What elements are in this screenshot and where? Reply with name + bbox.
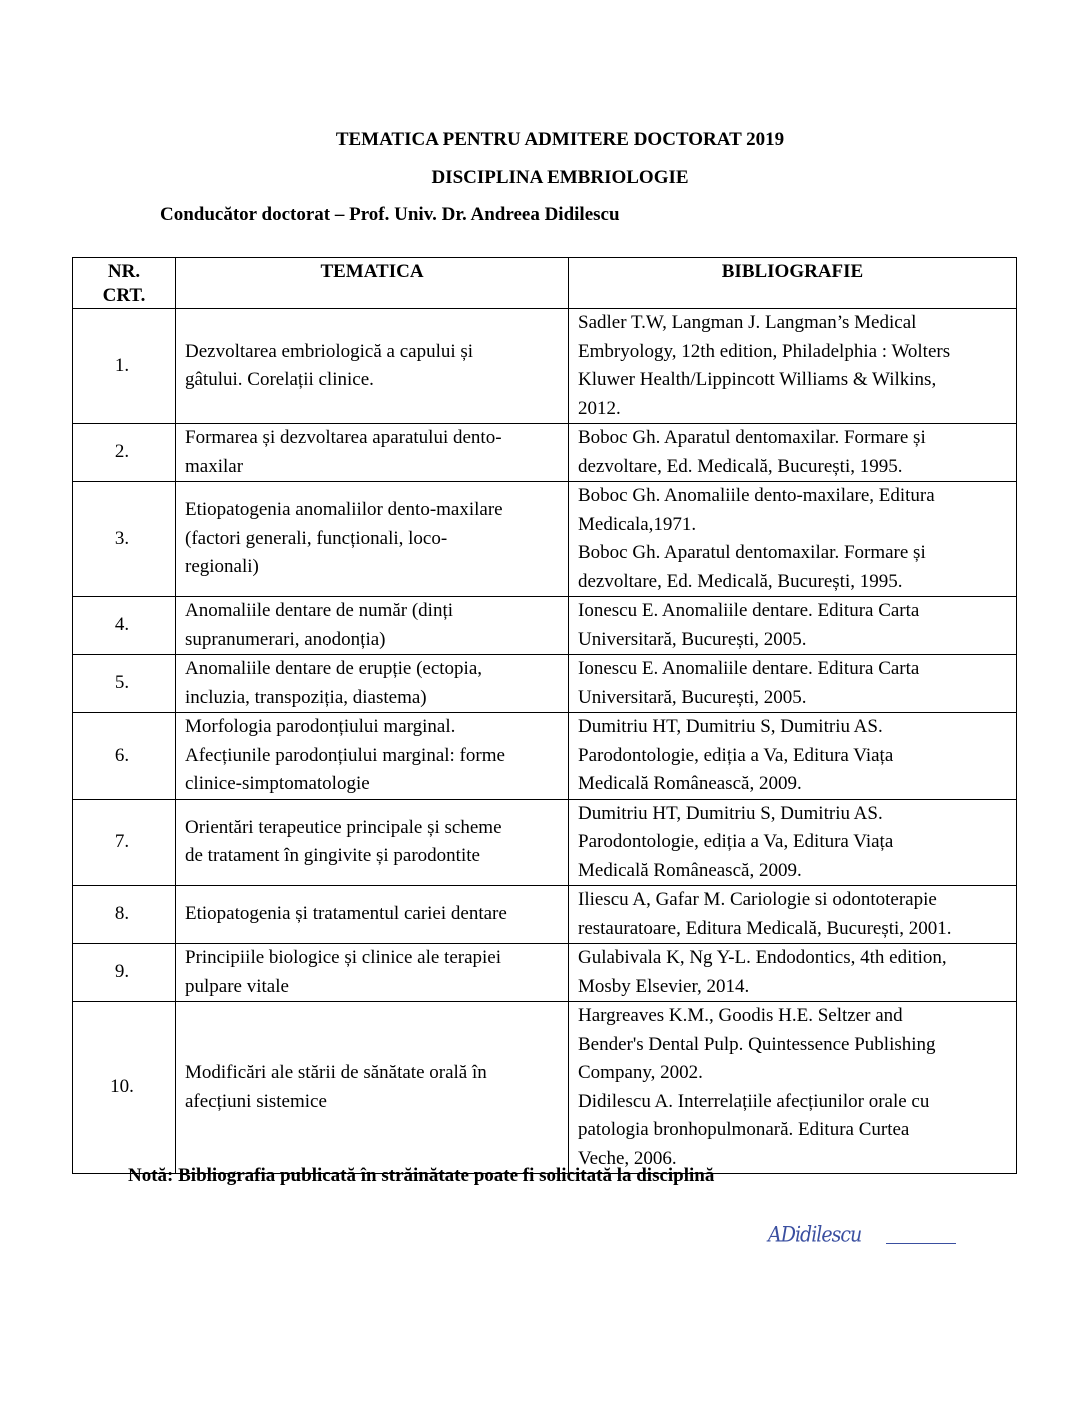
topic-cell [176, 655, 569, 713]
bibliography-line: dezvoltare, Ed. Medicală, București, 1995. [578, 570, 903, 592]
topic-line: clinice-simptomatologie [185, 773, 370, 794]
bibliography-line: restauratoare, Editura Medicală, București, 2001. [578, 917, 952, 939]
topic-cell [176, 886, 569, 944]
table-row [73, 309, 1017, 424]
bibliography-line: Ionescu E. Anomaliile dentare. Editura Carta [578, 600, 920, 621]
topic-line: Etiopatogenia anomaliilor dento-maxilare [185, 499, 503, 521]
row-number: 6. [73, 713, 176, 800]
bibliography-line: Company, 2002. [578, 1062, 703, 1083]
bibliography-line: Universitară, București, 2005. [578, 686, 807, 708]
bibliography-line: Universitară, București, 2005. [578, 628, 807, 650]
topic-cell [176, 799, 569, 886]
table-row [73, 482, 1017, 597]
column-header-nr-line2: CRT. [102, 285, 146, 306]
topic-line: pulpare vitale [185, 975, 289, 997]
topic-line: de tratament în gingivite și parodontite [185, 845, 480, 867]
table-row [73, 655, 1017, 713]
bibliography-line: Boboc Gh. Aparatul dentomaxilar. Formare și [578, 427, 926, 448]
row-number: 3. [73, 482, 176, 597]
topic-cell [176, 424, 569, 482]
topic-line: incluzia, transpoziția, diastema) [185, 686, 427, 708]
topics-table [72, 257, 1017, 1174]
column-header-bibliography: BIBLIOGRAFIE [569, 258, 1017, 309]
footnote: Notă: Bibliografia publicată în străinătate poate fi solicitată la disciplină [128, 1165, 715, 1186]
column-header-nr [73, 258, 176, 309]
column-header-topic: TEMATICA [176, 258, 569, 309]
bibliography-line: Didilescu A. Interrelațiile afecțiunilor orale cu [578, 1090, 930, 1112]
bibliography-line: Dumitriu HT, Dumitriu S, Dumitriu AS. [578, 802, 883, 824]
bibliography-line: dezvoltare, Ed. Medicală, București, 1995. [578, 455, 903, 477]
bibliography-line: Embryology, 12th edition, Philadelphia : Wolters [578, 340, 951, 362]
row-number: 2. [73, 424, 176, 482]
topic-cell [176, 1002, 569, 1174]
table-row [73, 799, 1017, 886]
bibliography-cell [569, 309, 1017, 424]
handwritten-signature [768, 1222, 958, 1256]
signature-text: ADidilescu [768, 1222, 862, 1248]
topic-line: maxilar [185, 455, 244, 477]
bibliography-line: Kluwer Health/Lippincott Williams & Wilkins, [578, 369, 937, 390]
bibliography-line: Parodontologie, ediția a Va, Editura Viața [578, 831, 894, 852]
bibliography-line: Bender's Dental Pulp. Quintessence Publishing [578, 1033, 936, 1055]
bibliography-line: Gulabivala K, Ng Y-L. Endodontics, 4th edition, [578, 947, 947, 968]
table-header-row [73, 258, 1017, 309]
bibliography-line: Iliescu A, Gafar M. Cariologie si odontoterapie [578, 889, 937, 910]
topic-line: (factori generali, funcționali, loco- [185, 527, 448, 549]
topic-line: Principiile biologice și clinice ale terapiei [185, 947, 502, 968]
table-row [73, 597, 1017, 655]
topic-line: afecțiuni sistemice [185, 1090, 327, 1112]
topic-line: Afecțiunile parodonțiului marginal: forme [185, 744, 505, 766]
topic-line: Morfologia parodonțiului marginal. [185, 716, 456, 737]
topic-cell [176, 713, 569, 800]
bibliography-line: Parodontologie, ediția a Va, Editura Viața [578, 744, 894, 766]
table-row [73, 424, 1017, 482]
bibliography-line: patologia bronhopulmonară. Editura Curtea [578, 1119, 910, 1140]
topic-line: Formarea și dezvoltarea aparatului dento- [185, 427, 502, 448]
bibliography-line: Hargreaves K.M., Goodis H.E. Seltzer and [578, 1005, 903, 1026]
topic-line: regionali) [185, 556, 259, 578]
row-number: 8. [73, 886, 176, 944]
bibliography-line: Medicală Românească, 2009. [578, 859, 802, 881]
topic-line: Anomaliile dentare de număr (dinți [185, 600, 454, 621]
bibliography-line: Boboc Gh. Anomaliile dento-maxilare, Editura [578, 485, 935, 506]
bibliography-line: Medicală Românească, 2009. [578, 773, 802, 794]
bibliography-line: Veche, 2006. [578, 1147, 677, 1169]
bibliography-cell [569, 713, 1017, 800]
row-number: 4. [73, 597, 176, 655]
bibliography-line: Medicala,1971. [578, 513, 697, 535]
table-row [73, 713, 1017, 800]
discipline-heading: DISCIPLINA EMBRIOLOGIE [431, 167, 689, 188]
row-number: 1. [73, 309, 176, 424]
bibliography-cell [569, 482, 1017, 597]
bibliography-cell [569, 655, 1017, 713]
row-number: 9. [73, 944, 176, 1002]
topic-cell [176, 309, 569, 424]
topic-line: Modificări ale stării de sănătate orală în [185, 1062, 487, 1083]
bibliography-cell [569, 886, 1017, 944]
topic-line: Anomaliile dentare de erupție (ectopia, [185, 658, 483, 679]
row-number: 5. [73, 655, 176, 713]
column-header-nr-line1: NR. [107, 261, 141, 282]
bibliography-cell [569, 944, 1017, 1002]
topic-line: gâtului. Corelații clinice. [185, 369, 374, 390]
topic-cell [176, 482, 569, 597]
table-row [73, 886, 1017, 944]
table-body [73, 309, 1017, 1174]
bibliography-line: Dumitriu HT, Dumitriu S, Dumitriu AS. [578, 716, 883, 737]
bibliography-cell [569, 424, 1017, 482]
signature-flourish [886, 1243, 956, 1244]
bibliography-line: Boboc Gh. Aparatul dentomaxilar. Formare și [578, 542, 926, 563]
topic-line: Dezvoltarea embriologică a capului și [185, 340, 474, 362]
document-title: TEMATICA PENTRU ADMITERE DOCTORAT 2019 [335, 129, 785, 150]
topic-line: Orientări terapeutice principale și scheme [185, 816, 502, 838]
topic-line: supranumerari, anodonția) [185, 628, 386, 650]
bibliography-line: Sadler T.W, Langman J. Langman’s Medical [578, 312, 917, 333]
bibliography-cell [569, 1002, 1017, 1174]
bibliography-line: Ionescu E. Anomaliile dentare. Editura Carta [578, 658, 920, 679]
row-number: 7. [73, 799, 176, 886]
topic-line: Etiopatogenia și tratamentul cariei dentare [185, 903, 507, 925]
table-row [73, 1002, 1017, 1174]
topic-cell [176, 944, 569, 1002]
bibliography-cell [569, 799, 1017, 886]
bibliography-line: 2012. [578, 397, 621, 419]
bibliography-cell [569, 597, 1017, 655]
topic-cell [176, 597, 569, 655]
table-row [73, 944, 1017, 1002]
bibliography-line: Mosby Elsevier, 2014. [578, 975, 750, 997]
doctoral-advisor: Conducător doctorat – Prof. Univ. Dr. Andreea Didilescu [160, 204, 620, 225]
row-number: 10. [73, 1002, 176, 1174]
